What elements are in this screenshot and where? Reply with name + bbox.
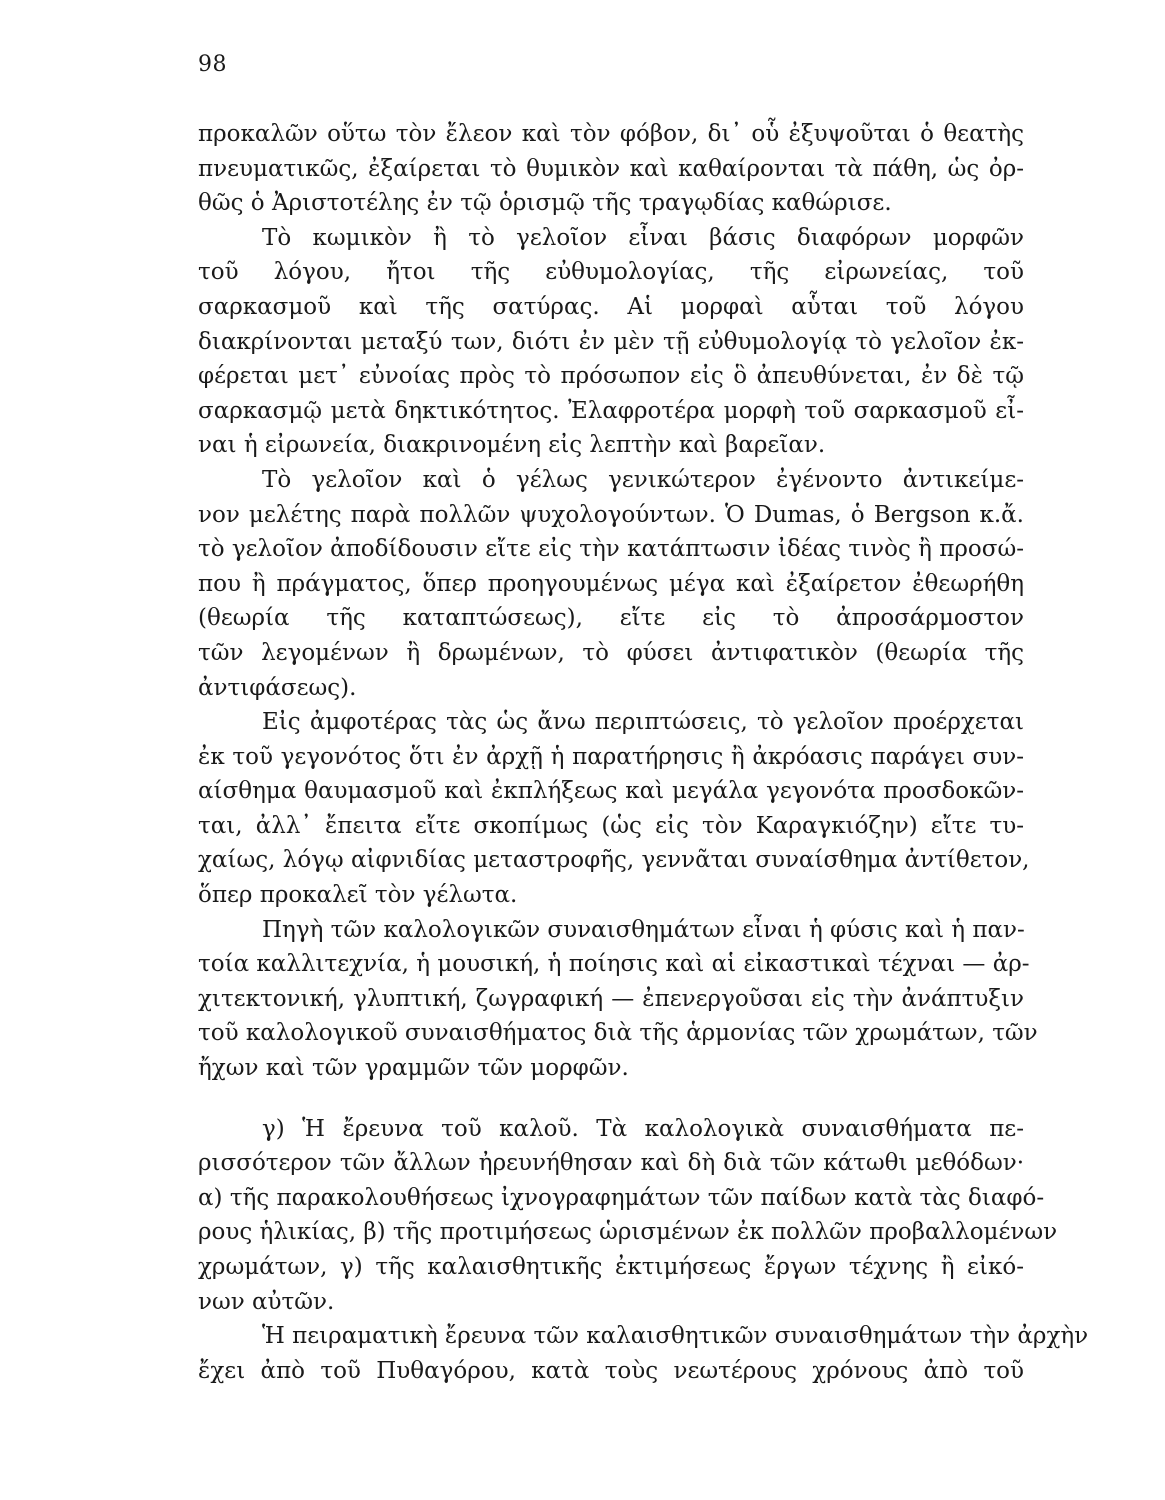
text-line: που ἢ πράγματος, ὅπερ προηγουμένως μέγα καὶ ἐξαίρετον ἐθεωρήθη (198, 570, 1024, 597)
text-line: τοῦ λόγου, ἤτοι τῆς εὐθυμολογίας, τῆς εἰρωνείας, τοῦ (198, 259, 1024, 286)
text-line: Εἰς ἀμφοτέρας τὰς ὡς ἄνω περιπτώσεις, τὸ γελοῖον προέρχεται (262, 709, 1024, 736)
body-text (198, 117, 1089, 1388)
text-line: ρισσότερον τῶν ἄλλων ἠρευνήθησαν καὶ δὴ διὰ τῶν κάτωθι μεθόδων· (198, 1150, 1024, 1177)
text-line: τοία καλλιτεχνία, ἡ μουσική, ἡ ποίησις καὶ αἱ εἰκαστικαὶ τέχναι — ἀρ- (198, 951, 1030, 978)
section-heading-line: γ) Ἡ ἔρευνα τοῦ καλοῦ. Τὰ καλολογικὰ συναισθήματα πε- (262, 1115, 1024, 1142)
text-line: ρους ἡλικίας, β) τῆς προτιμήσεως ὡρισμένων ἐκ πολλῶν προβαλλομένων (198, 1219, 1058, 1246)
text-line: Πηγὴ τῶν καλολογικῶν συναισθημάτων εἶναι ἡ φύσις καὶ ἡ παν- (262, 916, 1025, 943)
text-line: χιτεκτονική, γλυπτική, ζωγραφική — ἐπενεργοῦσαι εἰς τὴν ἀνάπτυξιν (198, 985, 1024, 1012)
text-line: θῶς ὁ Ἀριστοτέλης ἐν τῷ ὁρισμῷ τῆς τραγῳδίας καθώρισε. (198, 190, 892, 217)
text-line: τῶν λεγομένων ἢ δρωμένων, τὸ φύσει ἀντιφατικὸν (θεωρία τῆς (198, 639, 1024, 666)
page-number: 98 (198, 52, 227, 77)
text-line: χρωμάτων, γ) τῆς καλαισθητικῆς ἐκτιμήσεως ἔργων τέχνης ἢ εἰκό- (198, 1254, 1024, 1280)
text-line: α) τῆς παρακολουθήσεως ἰχνογραφημάτων τῶν παίδων κατὰ τὰς διαφό- (198, 1184, 1045, 1211)
text-line: ἐκ τοῦ γεγονότος ὅτι ἐν ἀρχῇ ἡ παρατήρησις ἢ ἀκρόασις παράγει συν- (198, 743, 1024, 770)
text-line: προκαλῶν οὕτω τὸν ἔλεον καὶ τὸν φόβον, δι᾽ οὗ ἐξυψοῦται ὁ θεατὴς (198, 121, 1024, 147)
text-line: (θεωρία τῆς καταπτώσεως), εἴτε εἰς τὸ ἀπροσάρμοστον (198, 605, 1024, 632)
text-line: Ἡ πειραματικὴ ἔρευνα τῶν καλαισθητικῶν συναισθημάτων τὴν ἀρχὴν (262, 1323, 1089, 1350)
text-line: Τὸ κωμικὸν ἢ τὸ γελοῖον εἶναι βάσις διαφόρων μορφῶν (262, 224, 1024, 251)
text-line: τοῦ καλολογικοῦ συναισθήματος διὰ τῆς ἁρμονίας τῶν χρωμάτων, τῶν (198, 1020, 1038, 1047)
text-line: ται, ἀλλ᾽ ἔπειτα εἴτε σκοπίμως (ὡς εἰς τὸν Καραγκιόζην) εἴτε τυ- (198, 812, 1024, 839)
text-line: Τὸ γελοῖον καὶ ὁ γέλως γενικώτερον ἐγένοντο ἀντικείμε- (262, 466, 1024, 493)
text-line: ἤχων καὶ τῶν γραμμῶν τῶν μορφῶν. (198, 1055, 629, 1082)
text-line: ἔχει ἀπὸ τοῦ Πυθαγόρου, κατὰ τοὺς νεωτέρους χρόνους ἀπὸ τοῦ (198, 1357, 1024, 1384)
text-line: αίσθημα θαυμασμοῦ καὶ ἐκπλήξεως καὶ μεγάλα γεγονότα προσδοκῶν- (198, 778, 1024, 805)
section-gap (198, 1086, 1024, 1112)
text-line: ἀντιφάσεως). (198, 674, 357, 701)
text-line: τὸ γελοῖον ἀποδίδουσιν εἴτε εἰς τὴν κατάπτωσιν ἰδέας τινὸς ἢ προσώ- (198, 536, 1024, 563)
text-line: φέρεται μετ᾽ εὐνοίας πρὸς τὸ πρόσωπον εἰς ὃ ἀπευθύνεται, ἐν δὲ τῷ (198, 363, 1024, 390)
text-line: χαίως, λόγῳ αἰφνιδίας μεταστροφῆς, γεννᾶται συναίσθημα ἀντίθετον, (198, 847, 1030, 874)
text-line: ναι ἡ εἰρωνεία, διακρινομένη εἰς λεπτὴν καὶ βαρεῖαν. (198, 432, 826, 459)
text-line: ὅπερ προκαλεῖ τὸν γέλωτα. (198, 882, 518, 909)
text-line: πνευματικῶς, ἐξαίρεται τὸ θυμικὸν καὶ καθαίρονται τὰ πάθη, ὡς ὀρ- (198, 155, 1024, 182)
text-line: νων αὐτῶν. (198, 1288, 335, 1315)
text-line: νον μελέτης παρὰ πολλῶν ψυχολογούντων. Ὁ Dumas, ὁ Bergson κ.ἄ. (198, 501, 1024, 528)
text-line: διακρίνονται μεταξύ των, διότι ἐν μὲν τῇ εὐθυμολογίᾳ τὸ γελοῖον ἐκ- (198, 328, 1024, 355)
text-line: σαρκασμῷ μετὰ δηκτικότητος. Ἐλαφροτέρα μορφὴ τοῦ σαρκασμοῦ εἶ- (198, 397, 1024, 424)
text-line: σαρκασμοῦ καὶ τῆς σατύρας. Αἱ μορφαὶ αὗται τοῦ λόγου (198, 293, 1024, 320)
